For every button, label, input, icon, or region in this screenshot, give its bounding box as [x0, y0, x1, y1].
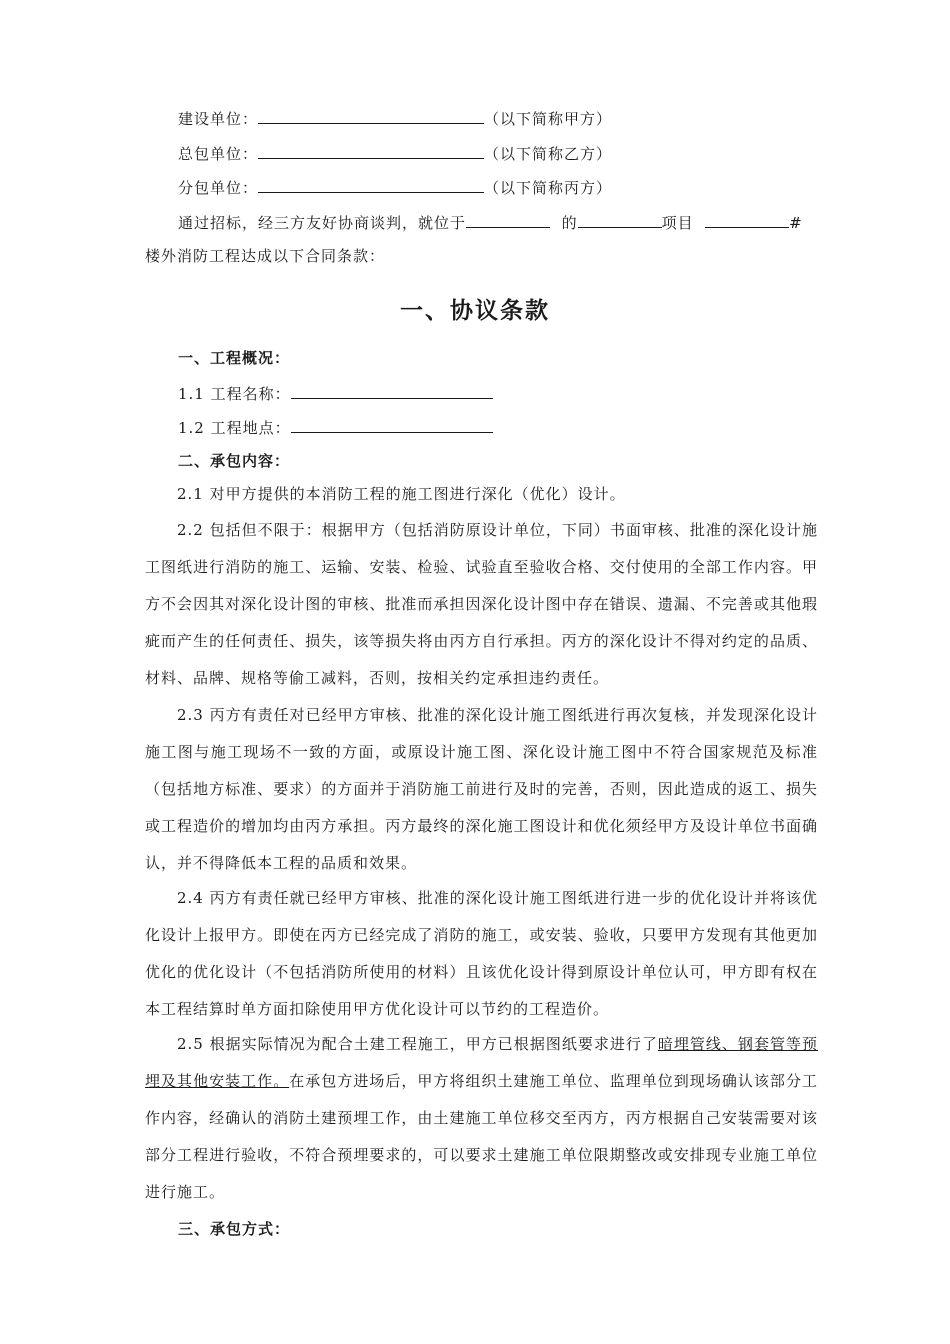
fill-blank[interactable] — [705, 211, 789, 228]
party-label: 建设单位： — [178, 110, 259, 128]
fill-blank[interactable] — [578, 211, 662, 228]
project-name-row — [178, 382, 493, 404]
intro-line-2: 楼外消防工程达成以下合同条款： — [145, 247, 386, 265]
section-heading: 三、承包方式： — [178, 1220, 291, 1238]
field-label: 1.1 工程名称： — [178, 385, 291, 403]
fill-blank[interactable] — [291, 416, 493, 433]
intro-text: # — [789, 214, 803, 232]
party-row-client — [178, 107, 612, 129]
fill-blank[interactable] — [258, 107, 484, 124]
clause-2-1: 2.1 对甲方提供的本消防工程的施工图进行深化（优化）设计。 — [177, 485, 626, 503]
party-row-subcontractor — [178, 176, 612, 198]
intro-text: 的 — [561, 214, 578, 232]
clause-2-3: 2.3 丙方有责任对已经甲方审核、批准的深化设计施工图纸进行再次复核，并发现深化设计施工图与施工现场不一致的方面，或原设计施工图、深化设计施工图中不符合国家规范及标准（包括地方标准、要求）的方面并于消防施工前进行及时的完善，否则，因此造成的返工、损失或工程造价的增加均由丙方承担。丙方最终的深化施工图设计和优化须经甲方及设计单位书面确认，并不得降低本工程的品质和效果。 — [145, 706, 818, 872]
project-location-row — [178, 416, 493, 438]
fill-blank[interactable] — [258, 142, 484, 159]
underlined-text: 暗埋管线、钢套管等预埋及其他安装工作。 — [145, 1035, 818, 1090]
clause-text: 2.5 根据实际情况为配合土建工程施工，甲方已根据图纸要求进行了 — [177, 1035, 658, 1053]
fill-blank[interactable] — [258, 176, 484, 193]
section-heading: 一、工程概况： — [178, 349, 291, 367]
page-title: 一、协议条款 — [400, 297, 550, 324]
intro-line — [178, 211, 803, 233]
party-note: （以下简称丙方） — [484, 179, 613, 197]
party-label: 总包单位： — [178, 145, 259, 163]
clause-2-5 — [145, 1026, 818, 1211]
intro-text: 通过招标，经三方友好协商谈判，就位于 — [178, 214, 467, 232]
party-row-general-contractor — [178, 142, 612, 164]
field-label: 1.2 工程地点： — [178, 419, 291, 437]
fill-blank[interactable] — [466, 211, 550, 228]
clause-2-2: 2.2 包括但不限于：根据甲方（包括消防原设计单位，下同）书面审核、批准的深化设计施工图纸进行消防的施工、运输、安装、检验、试验直至验收合格、交付使用的全部工作内容。甲方不会因其对深化设计图的审核、批准而承担因深化设计图中存在错误、遗漏、不完善或其他瑕疵而产生的任何责任、损失，该等损失将由丙方自行承担。丙方的深化设计不得对约定的品质、材料、品牌、规格等偷工减料，否则，按相关约定承担违约责任。 — [145, 521, 818, 687]
intro-text: 项目 — [661, 214, 694, 232]
party-label: 分包单位： — [178, 179, 259, 197]
fill-blank[interactable] — [291, 382, 493, 399]
clause-text: 在承包方进场后，甲方将组织土建施工单位、监理单位到现场确认该部分工作内容，经确认的消防土建预埋工作，由土建施工单位移交至丙方，丙方根据自己安装需要对该部分工程进行验收，不符合预埋要求的，可以要求土建施工单位限期整改或安排现专业施工单位进行施工。 — [145, 1072, 818, 1201]
section-heading: 二、承包内容： — [178, 452, 291, 470]
party-note: （以下简称甲方） — [484, 110, 613, 128]
party-note: （以下简称乙方） — [484, 145, 613, 163]
clause-2-4: 2.4 丙方有责任就已经甲方审核、批准的深化设计施工图纸进行进一步的优化设计并将该优化设计上报甲方。即使在丙方已经完成了消防的施工，或安装、验收，只要甲方发现有其他更加优化的优化设计（不包括消防所使用的材料）且该优化设计得到原设计单位认可，甲方即有权在本工程结算时单方面扣除使用甲方优化设计可以节约的工程造价。 — [145, 889, 818, 1018]
